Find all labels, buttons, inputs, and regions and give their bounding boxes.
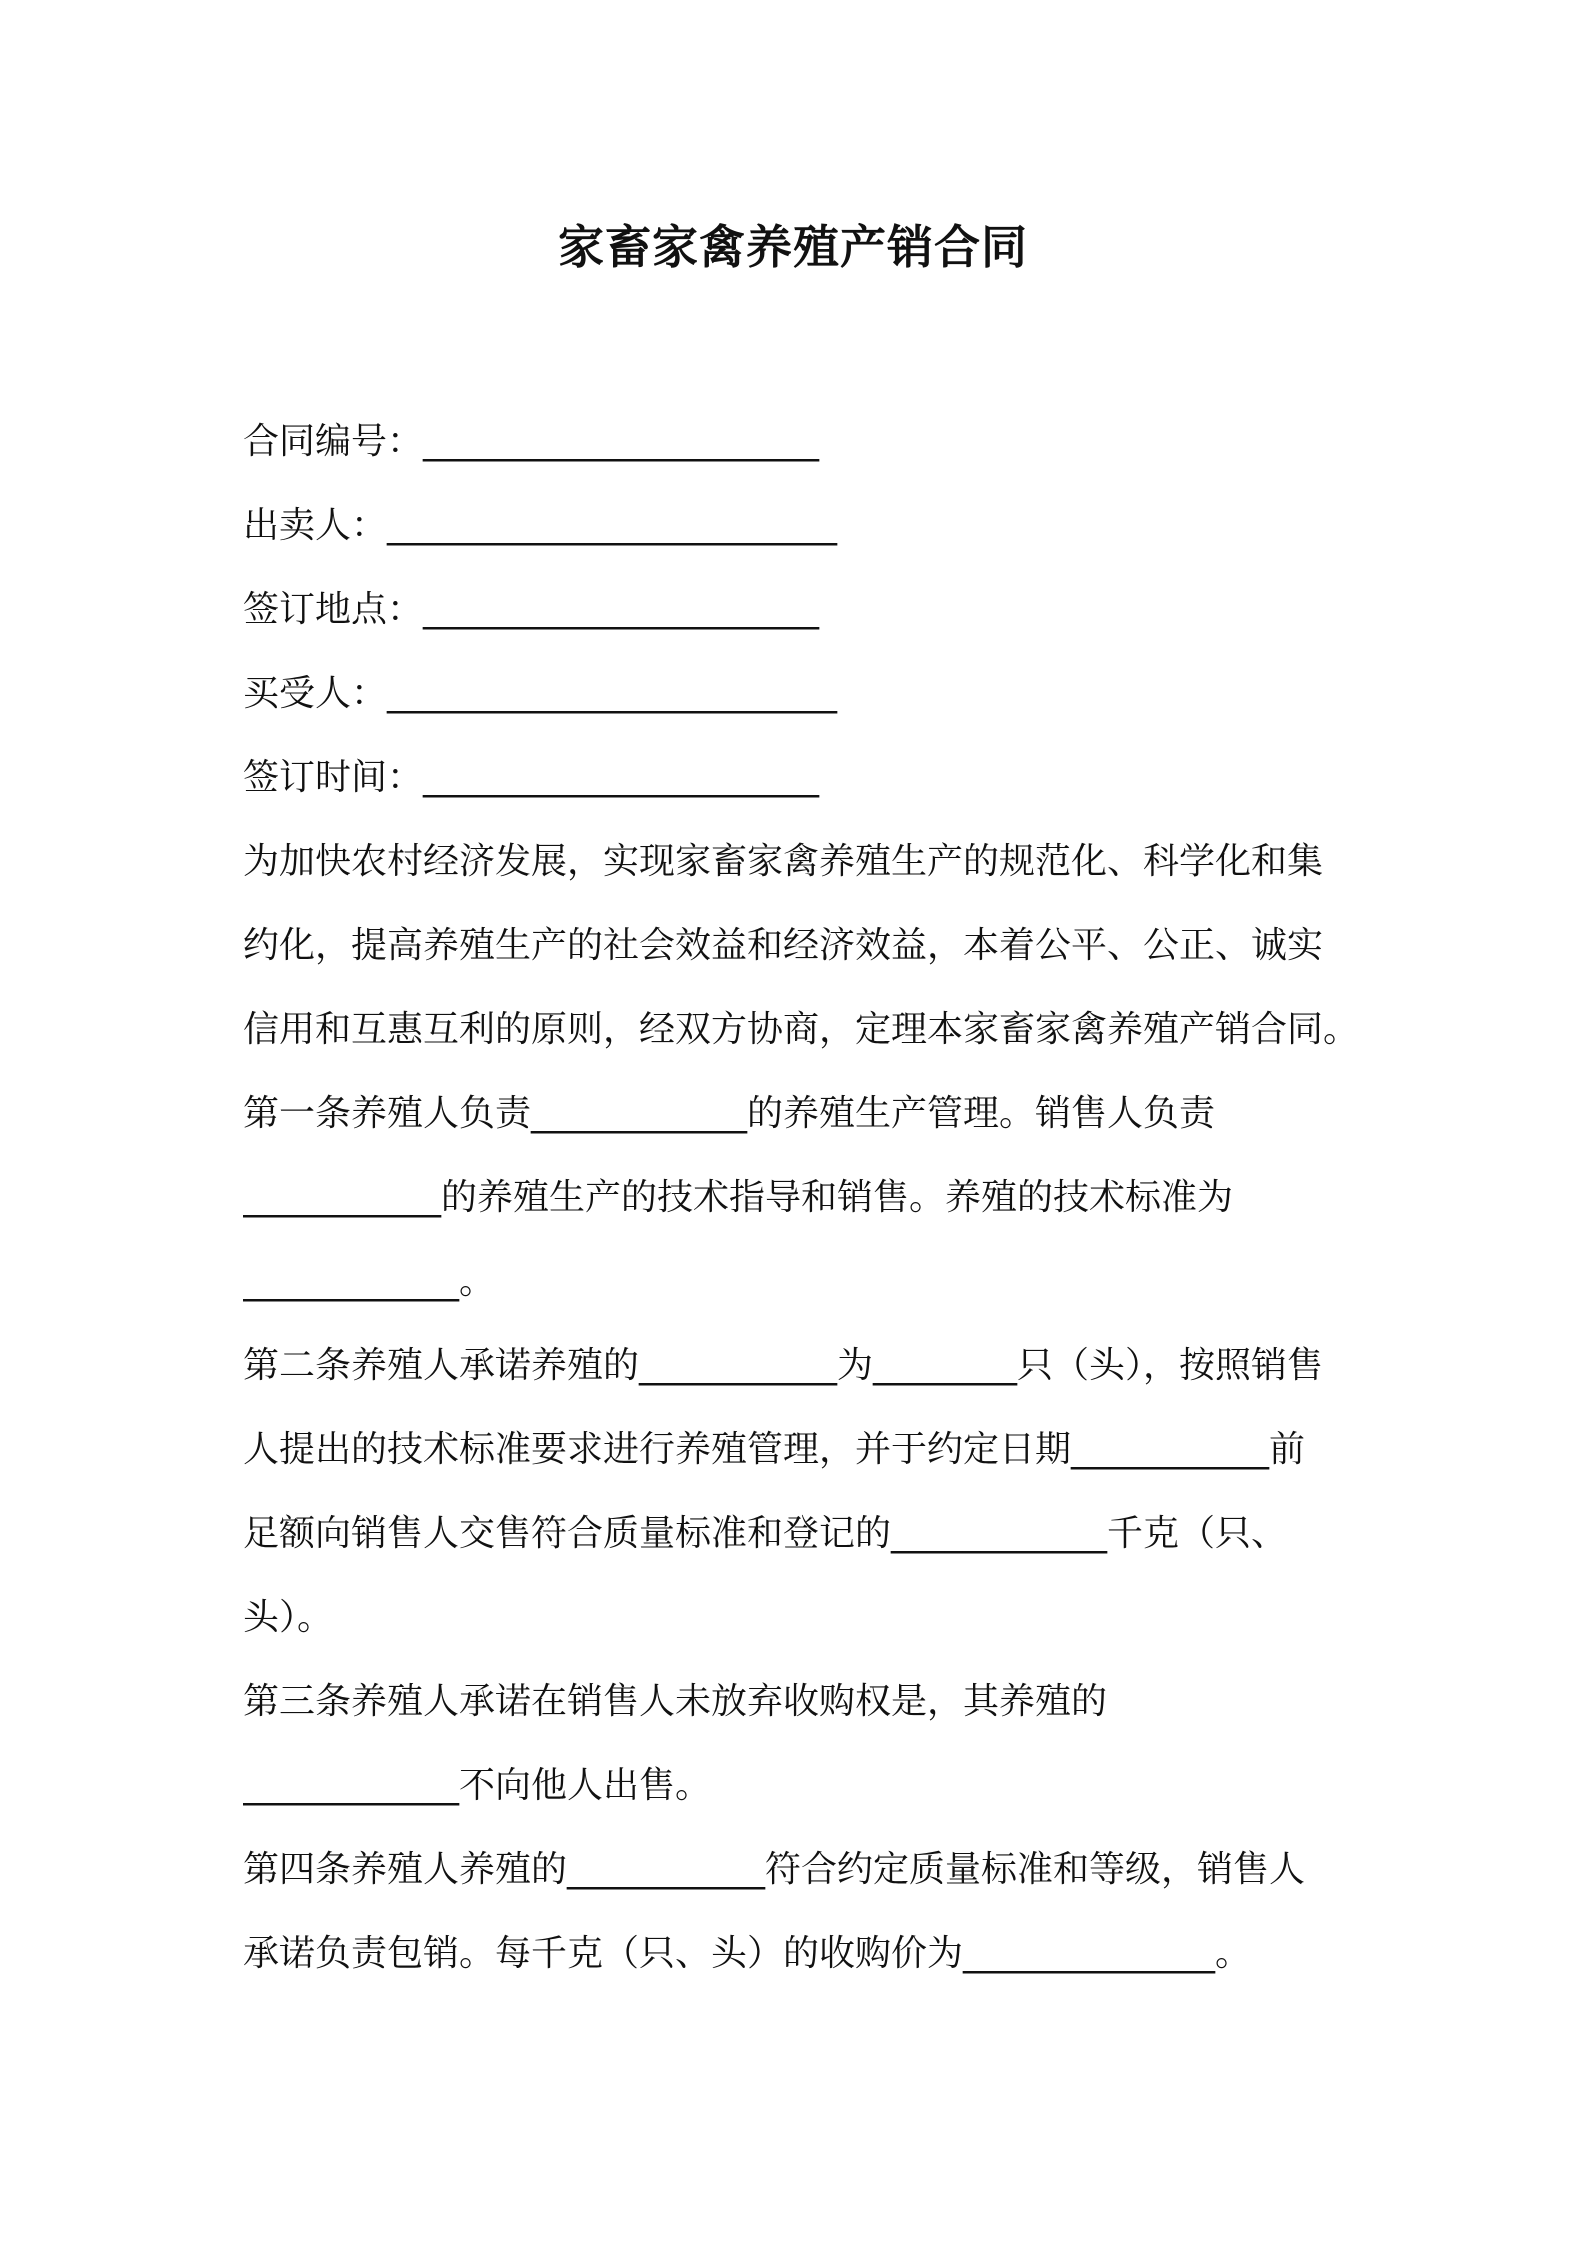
field-signing-place: 签订地点：______________________ <box>243 589 820 630</box>
field-signing-time: 签订时间：______________________ <box>243 757 820 798</box>
article-2-line: 足额向销售人交售符合质量标准和登记的____________千克（只、 <box>243 1513 1288 1554</box>
preamble-line: 为加快农村经济发展，实现家畜家禽养殖生产的规范化、科学化和集 <box>243 841 1324 882</box>
article-4-line: 承诺负责包销。每千克（只、头）的收购价为______________。 <box>243 1933 1252 1974</box>
article-2-line: 第二条养殖人承诺养殖的___________为________只（头），按照销售 <box>243 1345 1324 1386</box>
field-seller: 出卖人：_________________________ <box>243 505 838 546</box>
article-3-line: ____________不向他人出售。 <box>243 1765 712 1806</box>
field-buyer: 买受人：_________________________ <box>243 673 838 714</box>
article-1-line: ___________的养殖生产的技术指导和销售。养殖的技术标准为 <box>243 1177 1234 1218</box>
article-2-line: 头）。 <box>243 1597 334 1638</box>
article-3-line: 第三条养殖人承诺在销售人未放弃收购权是，其养殖的 <box>243 1681 1108 1722</box>
article-1-line: ____________。 <box>243 1261 496 1302</box>
article-4-line: 第四条养殖人养殖的___________符合约定质量标准和等级，销售人 <box>243 1849 1306 1890</box>
preamble-line: 信用和互惠互利的原则，经双方协商，定理本家畜家禽养殖产销合同。 <box>243 1009 1360 1050</box>
document-title: 家畜家禽养殖产销合同 <box>558 220 1028 274</box>
preamble-line: 约化，提高养殖生产的社会效益和经济效益，本着公平、公正、诚实 <box>243 925 1324 966</box>
document-body <box>243 400 1363 1996</box>
field-contract-number: 合同编号：______________________ <box>243 421 820 462</box>
article-2-line: 人提出的技术标准要求进行养殖管理，并于约定日期___________前 <box>243 1429 1306 1470</box>
article-1-line: 第一条养殖人负责____________的养殖生产管理。销售人负责 <box>243 1093 1216 1134</box>
